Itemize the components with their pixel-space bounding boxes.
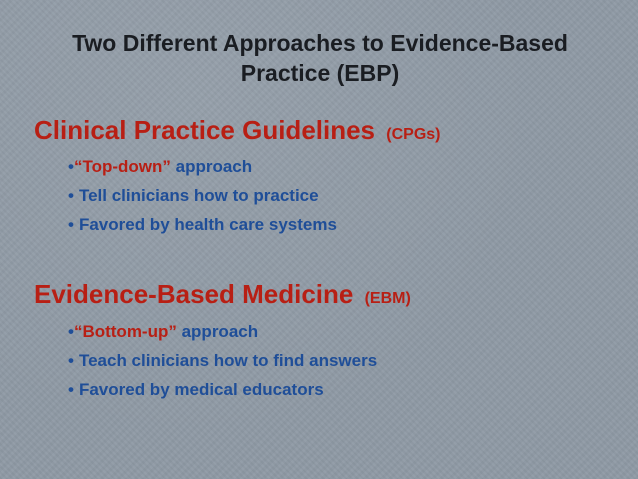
bullet-text: approach [170,157,253,176]
bullet-dot: • [68,380,74,399]
bullet-list-cpgs [68,152,337,239]
slide-title-line-1: Two Different Approaches to Evidence-Based [72,30,568,56]
bullet-text: Teach clinicians how to find answers [78,351,378,370]
bullet-highlight: “Top-down” [73,157,171,176]
bullet-text: Favored by health care systems [78,215,337,234]
bullet-dot: • [68,322,74,341]
section-heading-text: Evidence-Based Medicine [34,279,354,309]
bullet-item [68,375,377,404]
bullet-item [68,181,337,210]
bullet-dot: • [68,215,74,234]
bullet-dot: • [68,351,74,370]
bullet-item [68,346,377,375]
section-heading-cpgs [34,115,441,146]
bullet-list-ebm [68,317,377,404]
slide-title [40,28,600,88]
bullet-item [68,317,377,346]
bullet-item [68,210,337,239]
bullet-item [68,152,337,181]
bullet-text: Favored by medical educators [78,380,324,399]
slide-title-line-2: Practice (EBP) [240,60,400,86]
section-heading-abbr: (EBM) [364,290,411,307]
section-heading-ebm [34,279,411,310]
bullet-dot: • [68,157,74,176]
section-heading-abbr: (CPGs) [386,126,441,143]
section-heading-text: Clinical Practice Guidelines [34,115,376,145]
bullet-dot: • [68,186,74,205]
bullet-text: approach [176,322,259,341]
bullet-highlight: “Bottom-up” [73,322,177,341]
bullet-text: Tell clinicians how to practice [78,186,319,205]
